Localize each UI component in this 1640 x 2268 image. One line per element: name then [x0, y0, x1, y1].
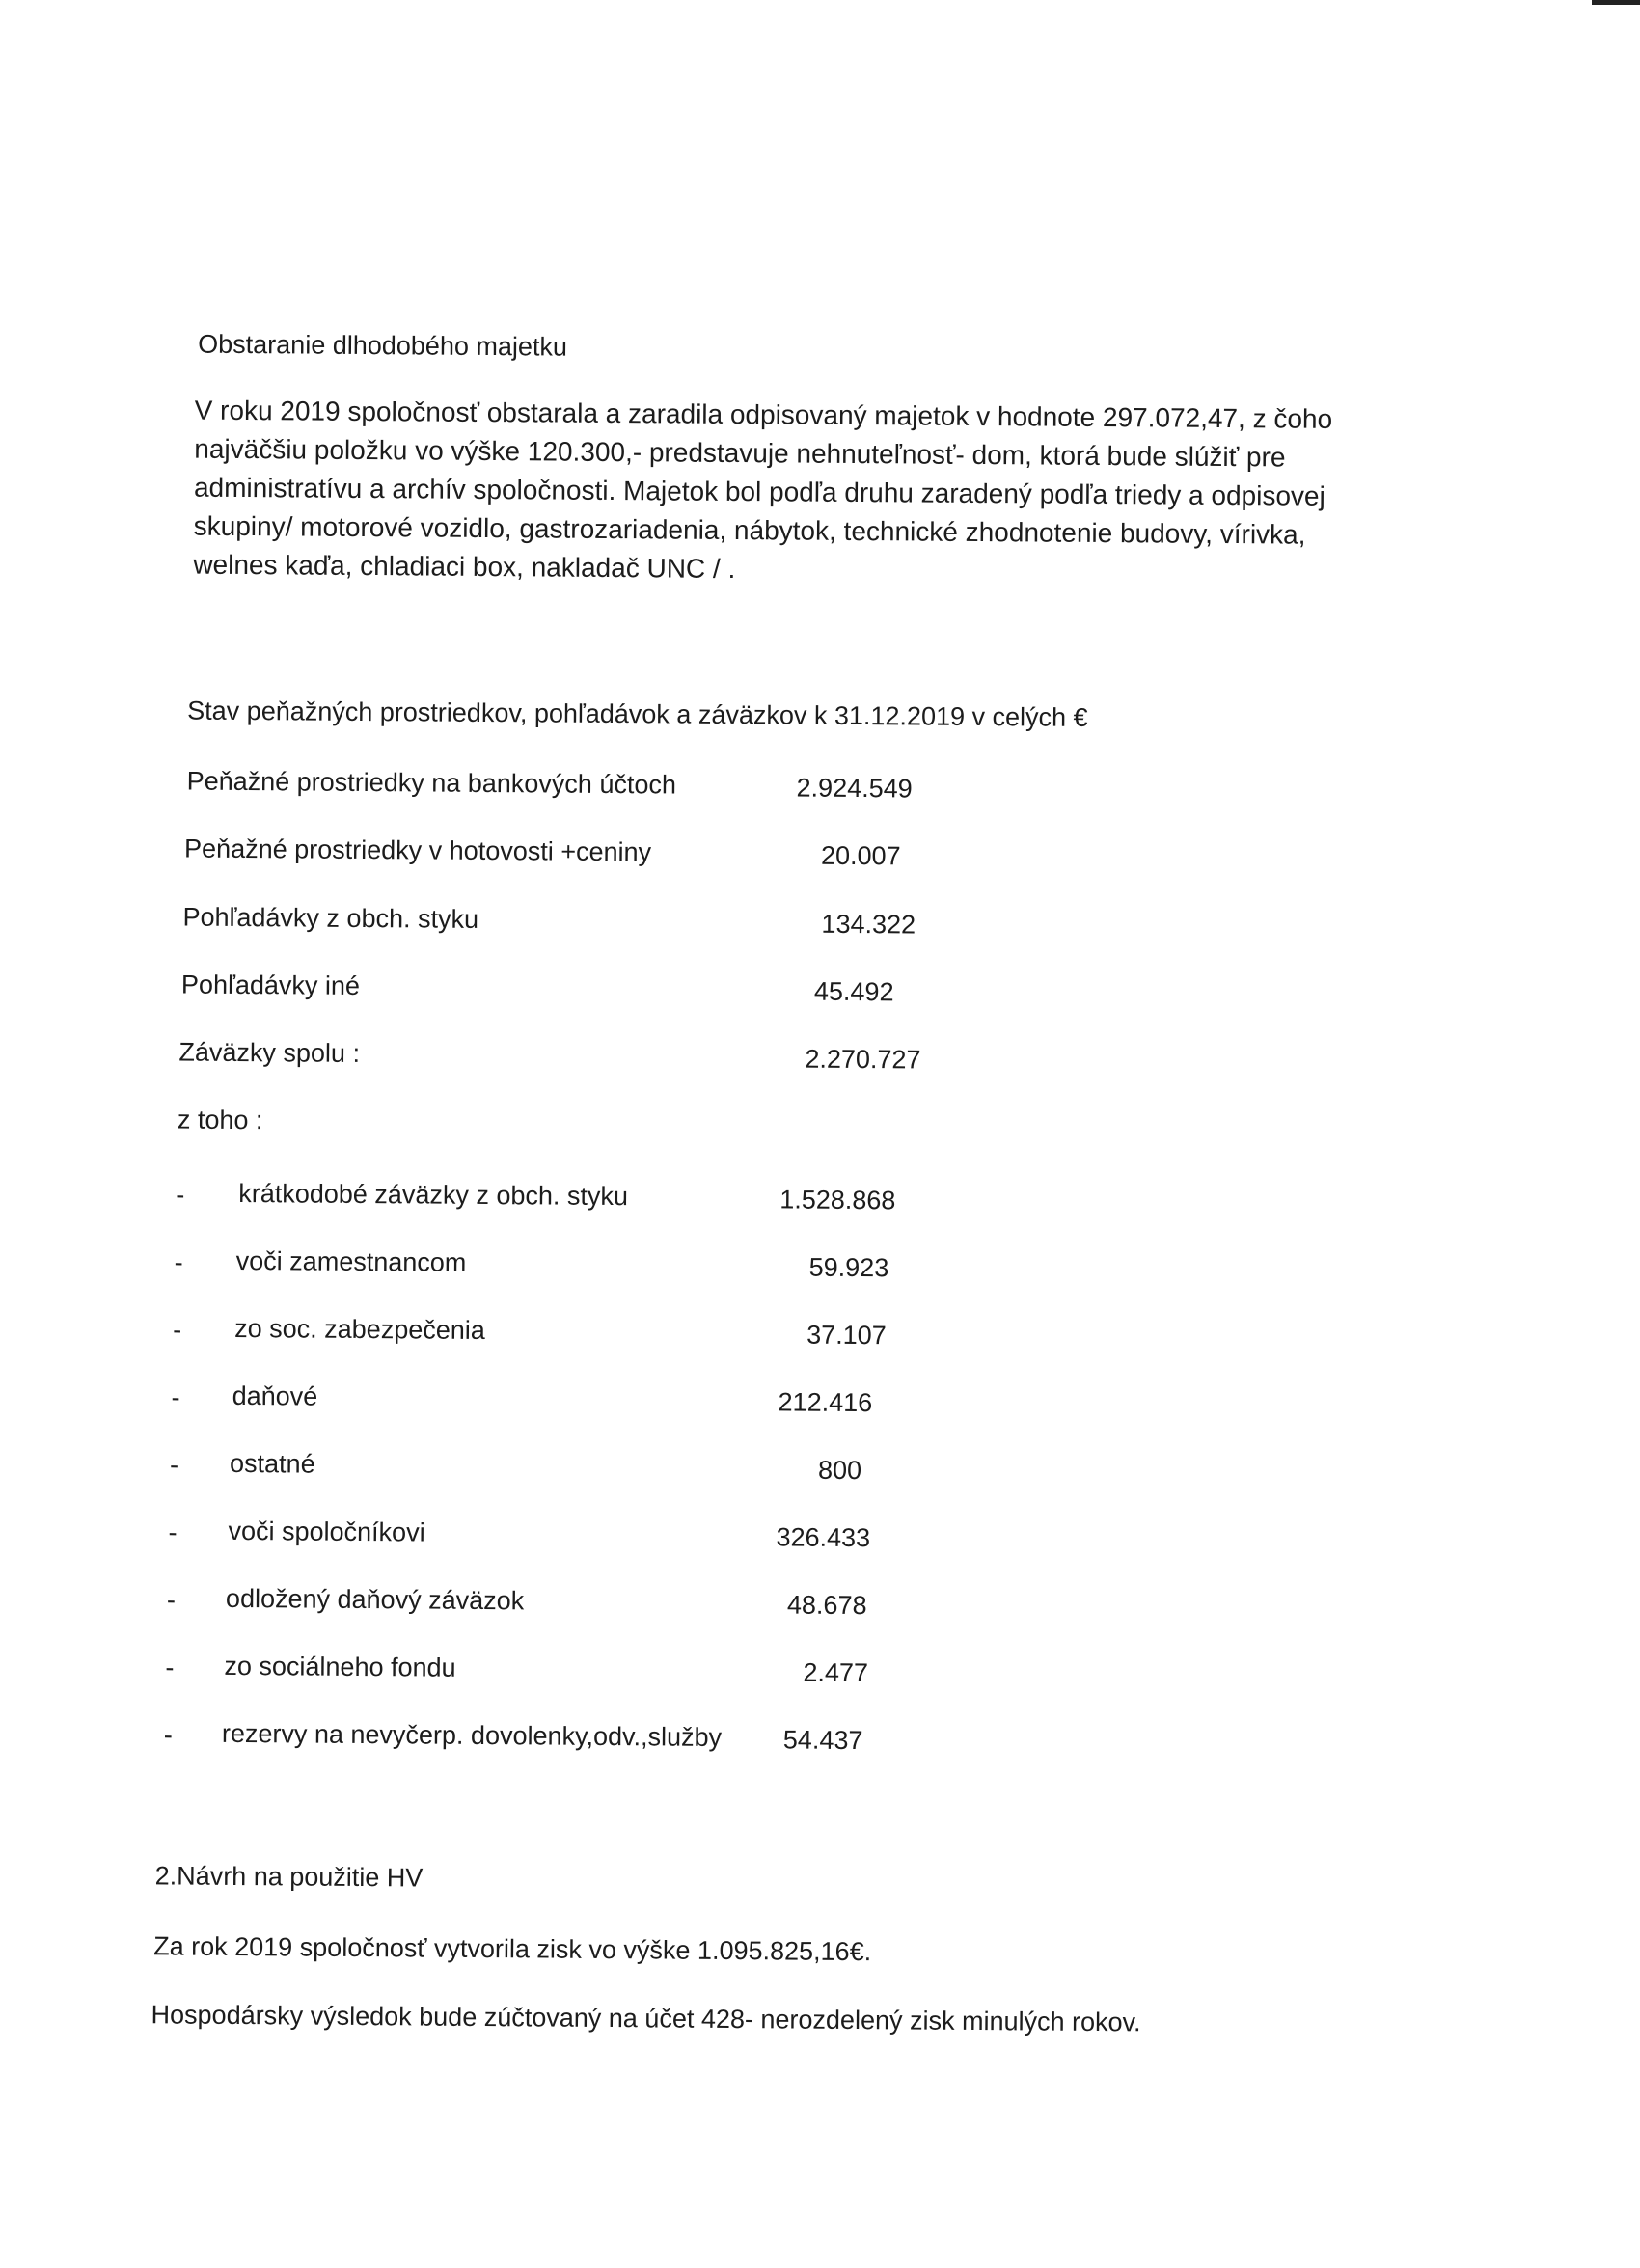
subrow-label: voči spoločníkovi — [228, 1516, 425, 1547]
bullet-dash: - — [165, 1653, 175, 1682]
subrow-value: 54.437 — [782, 1725, 863, 1756]
row-value: 2.924.549 — [796, 773, 913, 804]
subrow-value: 59.923 — [808, 1252, 889, 1283]
subrow-label: voči zamestnancom — [235, 1245, 467, 1277]
subrow-label: daňové — [232, 1380, 318, 1411]
subrow-label: zo sociálneho fondu — [224, 1651, 456, 1682]
subrow-label: rezervy na nevyčerp. dovolenky,odv.,služby — [221, 1718, 723, 1752]
bullet-dash: - — [163, 1720, 173, 1750]
subrow-value: 37.107 — [806, 1320, 887, 1351]
bullet-dash: - — [176, 1180, 185, 1210]
row-value: 45.492 — [813, 976, 894, 1007]
proposal-heading: 2.Návrh na použitie HV — [154, 1861, 424, 1893]
subrow-value: 48.678 — [786, 1590, 867, 1621]
paragraph-line: V roku 2019 spoločnosť obstarala a zaradila odpisovaný majetok v hodnote 297.072,47, z čoho — [194, 395, 1333, 434]
row-value: 20.007 — [820, 840, 901, 871]
subrow-value: 212.416 — [778, 1387, 873, 1418]
row-label: Pohľadávky iné — [180, 970, 361, 1000]
bullet-dash: - — [171, 1382, 180, 1412]
paragraph-line: skupiny/ motorové vozidlo, gastrozariadenia, nábytok, technické zhodnotenie budovy, vírivka, — [193, 510, 1306, 550]
row-value: 2.270.727 — [805, 1044, 921, 1075]
subheading: z toho : — [177, 1105, 263, 1135]
subrow-value: 800 — [817, 1455, 862, 1486]
subrow-label: ostatné — [229, 1448, 315, 1479]
asset-section-heading: Obstaranie dlhodobého majetku — [198, 329, 568, 362]
subrow-value: 326.433 — [776, 1522, 871, 1553]
subrow-value: 2.477 — [803, 1657, 869, 1688]
paragraph-line: administratívu a archív spoločnosti. Majetok bol podľa druhu zaradený podľa triedy a odpisovej — [193, 472, 1326, 511]
subrow-label: zo soc. zabezpečenia — [234, 1313, 485, 1345]
row-label: Peňažné prostriedky v hotovosti +ceniny — [183, 833, 652, 867]
subrow-value: 1.528.868 — [779, 1185, 896, 1216]
row-label: Pohľadávky z obch. styku — [182, 902, 479, 934]
row-label: Záväzky spolu : — [178, 1037, 361, 1068]
scan-edge-mark — [1592, 0, 1640, 5]
paragraph-line: welnes kaďa, chladiaci box, nakladač UNC / . — [193, 549, 736, 585]
profit-line: Za rok 2019 spoločnosť vytvorila zisk vo výške 1.095.825,16€. — [153, 1931, 872, 1967]
bullet-dash: - — [166, 1585, 177, 1615]
paragraph-line: najväčšiu položku vo výške 120.300,- predstavuje nehnuteľnosť- dom, ktorá bude slúžiť pre — [194, 433, 1286, 473]
subrow-label: krátkodobé záväzky z obch. styku — [238, 1178, 629, 1212]
row-value: 134.322 — [821, 909, 916, 940]
asset-paragraph — [193, 392, 1391, 594]
bullet-dash: - — [174, 1247, 183, 1277]
balance-section-heading: Stav peňažných prostriedkov, pohľadávok a záväzkov k 31.12.2019 v celých € — [187, 696, 1088, 732]
subrow-label: odložený daňový záväzok — [225, 1583, 525, 1616]
bullet-dash: - — [169, 1450, 179, 1480]
allocation-line: Hospodársky výsledok bude zúčtovaný na účet 428- nerozdelený zisk minulých rokov. — [150, 2000, 1141, 2037]
bullet-dash: - — [173, 1315, 182, 1345]
row-label: Peňažné prostriedky na bankových účtoch — [186, 766, 677, 800]
bullet-dash: - — [168, 1517, 178, 1547]
